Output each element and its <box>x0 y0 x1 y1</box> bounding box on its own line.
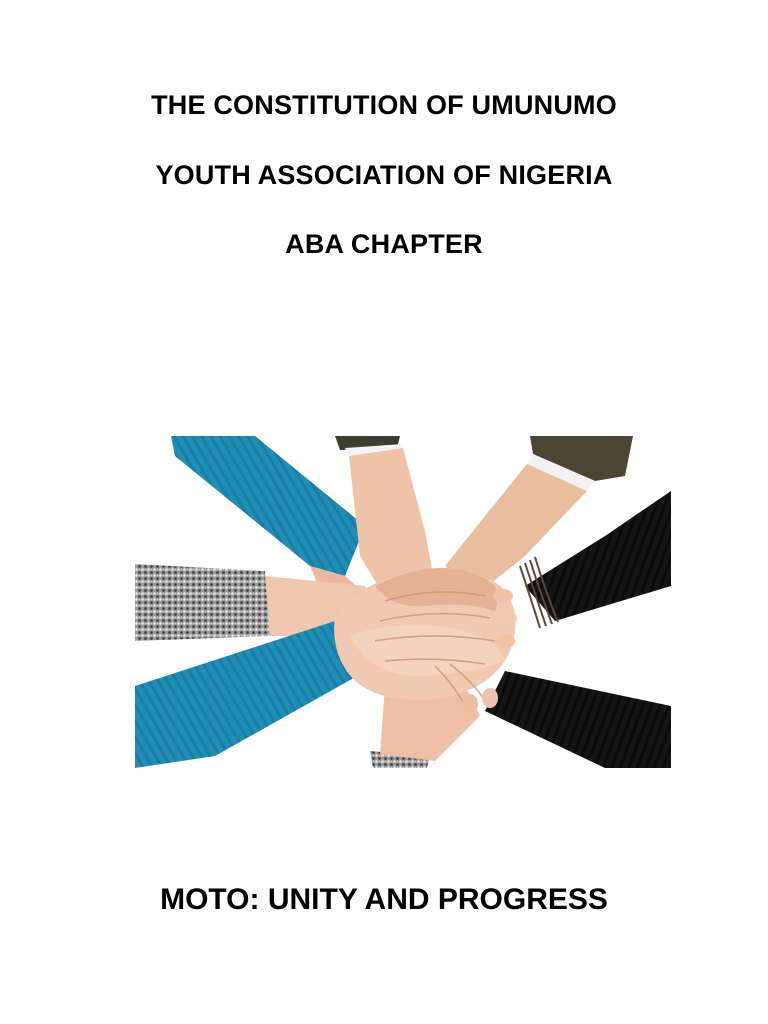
stacked-hands-photo <box>135 436 671 768</box>
title-line-2: YOUTH ASSOCIATION OF NIGERIA <box>155 160 613 190</box>
stacked-hands-icon <box>135 436 671 768</box>
title-line-3: ABA CHAPTER <box>285 229 483 259</box>
teal-sleeve-top <box>171 436 365 576</box>
motto: MOTO: UNITY AND PROGRESS <box>160 883 608 916</box>
knit-sleeve-left <box>135 564 270 641</box>
black-sleeve-lower <box>485 671 671 768</box>
title-line-1: THE CONSTITUTION OF UMUNUMO <box>151 90 617 120</box>
